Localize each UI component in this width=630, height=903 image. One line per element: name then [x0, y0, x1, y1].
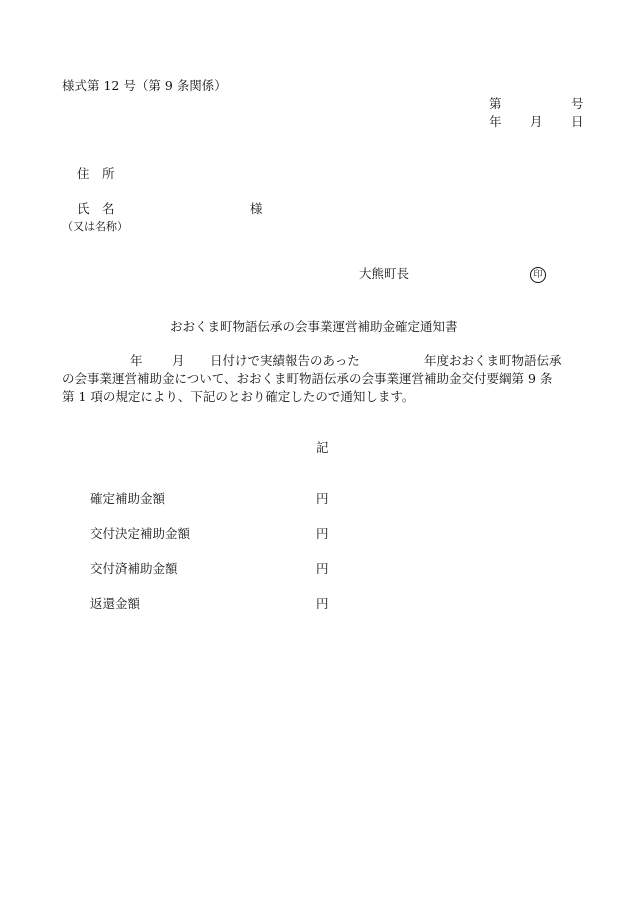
- seal-glyph: 印: [530, 267, 546, 283]
- item-unit: 円: [316, 561, 329, 576]
- body-part2: 年度おおくま町物語伝承: [424, 353, 562, 368]
- doc-number-suffix: 号: [571, 96, 584, 111]
- body-year: 年: [130, 353, 143, 368]
- doc-number-prefix: 第: [489, 96, 502, 111]
- body-paragraph: [62, 352, 584, 406]
- item-label: 交付済補助金額: [90, 561, 178, 576]
- date-month: 月: [530, 114, 543, 129]
- form-number: 様式第 12 号（第 9 条関係）: [62, 78, 227, 93]
- date-day: 日: [571, 114, 584, 129]
- body-part1: 日付けで実績報告のあった: [210, 353, 360, 368]
- seal-mark: [530, 267, 546, 283]
- honorific: 様: [250, 201, 263, 216]
- body-line2: の会事業運営補助金について、おおくま町物語伝承の会事業運営補助金交付要綱第 9 条: [62, 371, 553, 386]
- ki-heading: 記: [316, 440, 329, 455]
- item-unit: 円: [316, 491, 329, 506]
- item-label: 確定補助金額: [90, 491, 166, 506]
- body-month: 月: [172, 353, 185, 368]
- name-label: 氏 名: [77, 201, 115, 216]
- document-title: おおくま町物語伝承の会事業運営補助金確定通知書: [170, 319, 458, 334]
- item-label: 交付決定補助金額: [90, 526, 191, 541]
- date-year: 年: [489, 114, 502, 129]
- issuer-title: 大熊町長: [359, 266, 410, 281]
- item-unit: 円: [316, 596, 329, 611]
- item-label: 返還金額: [90, 596, 141, 611]
- address-label: 住 所: [77, 166, 115, 181]
- body-line3: 第 1 項の規定により、下記のとおり確定したので通知します。: [62, 389, 415, 404]
- alt-name-label: （又は名称）: [62, 220, 128, 233]
- item-unit: 円: [316, 526, 329, 541]
